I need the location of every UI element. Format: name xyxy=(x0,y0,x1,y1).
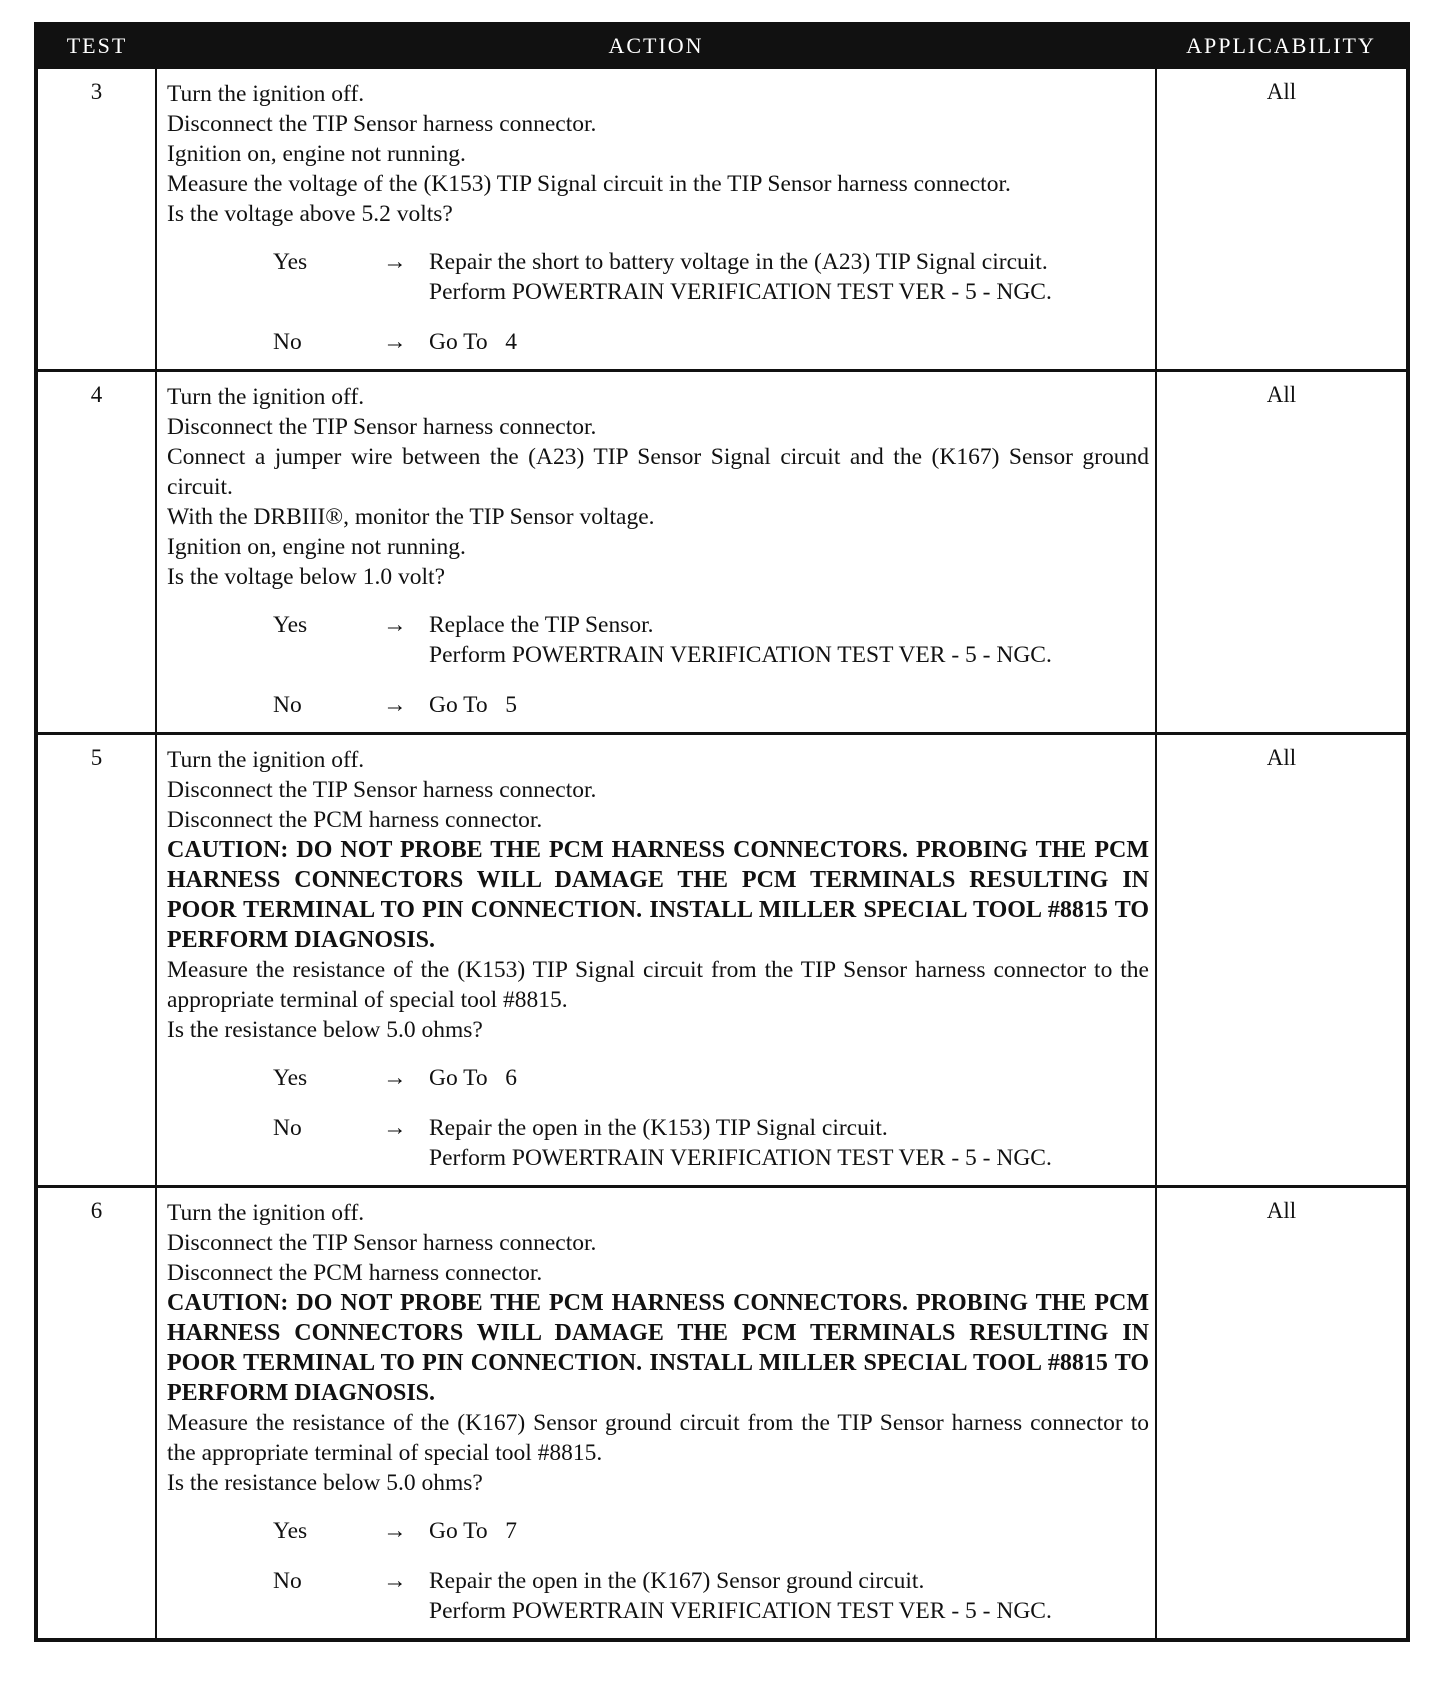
arrow-icon: → xyxy=(383,1115,407,1141)
action-step: Disconnect the TIP Sensor harness connector. xyxy=(167,777,597,803)
applicability-value: All xyxy=(1156,68,1408,371)
action-step: Turn the ignition off. xyxy=(167,1200,365,1226)
outcome-line: Repair the open in the (K153) TIP Signal circuit. xyxy=(429,1115,888,1141)
action-cell xyxy=(156,371,1156,734)
action-step: Turn the ignition off. xyxy=(167,747,365,773)
arrow-icon: → xyxy=(383,1518,407,1544)
outcomes xyxy=(167,1063,1149,1173)
no-outcome xyxy=(167,327,1149,357)
action-question: Is the resistance below 5.0 ohms? xyxy=(167,1470,483,1496)
no-outcome xyxy=(167,1566,1149,1626)
test-number: 4 xyxy=(36,371,156,734)
yes-label: Yes xyxy=(273,249,308,275)
caution-warning: CAUTION: DO NOT PROBE THE PCM HARNESS CONNECTORS. PROBING THE PCM HARNESS CONNECTORS WILL DAMAGE THE PCM TERMINALS RESULTING IN POOR TERMINAL TO PIN CONNECTION. INSTALL MILLER SPECIAL TOOL #8815 TO PERFORM DIAGNOSIS. xyxy=(167,837,1149,953)
action-question: Is the voltage below 1.0 volt? xyxy=(167,564,446,590)
action-step: Disconnect the TIP Sensor harness connector. xyxy=(167,414,597,440)
table-row xyxy=(36,734,1408,1187)
no-label: No xyxy=(273,1115,302,1141)
outcomes xyxy=(167,1516,1149,1626)
no-label: No xyxy=(273,692,302,718)
table-row xyxy=(36,371,1408,734)
action-step: Disconnect the PCM harness connector. xyxy=(167,807,543,833)
outcome-line: Perform POWERTRAIN VERIFICATION TEST VER - 5 - NGC. xyxy=(429,642,1052,668)
action-step: Disconnect the TIP Sensor harness connector. xyxy=(167,111,597,137)
arrow-icon: → xyxy=(383,1568,407,1594)
outcome-line: Replace the TIP Sensor. xyxy=(429,612,654,638)
arrow-icon: → xyxy=(383,249,407,275)
action-step: Measure the resistance of the (K153) TIP Signal circuit from the TIP Sensor harness connector to the appropriate terminal of special tool #8815. xyxy=(167,957,1149,1013)
applicability-value: All xyxy=(1156,734,1408,1187)
action-cell xyxy=(156,734,1156,1187)
action-step: Disconnect the TIP Sensor harness connector. xyxy=(167,1230,597,1256)
yes-outcome xyxy=(167,1516,1149,1546)
caution-warning: CAUTION: DO NOT PROBE THE PCM HARNESS CONNECTORS. PROBING THE PCM HARNESS CONNECTORS WILL DAMAGE THE PCM TERMINALS RESULTING IN POOR TERMINAL TO PIN CONNECTION. INSTALL MILLER SPECIAL TOOL #8815 TO PERFORM DIAGNOSIS. xyxy=(167,1290,1149,1406)
outcomes xyxy=(167,610,1149,720)
yes-outcome xyxy=(167,610,1149,670)
yes-outcome xyxy=(167,1063,1149,1093)
table-row xyxy=(36,68,1408,371)
action-question: Is the resistance below 5.0 ohms? xyxy=(167,1017,483,1043)
action-cell xyxy=(156,1187,1156,1641)
diagnostic-test-table xyxy=(34,22,1410,1642)
outcome-line: Repair the open in the (K167) Sensor ground circuit. xyxy=(429,1568,925,1594)
outcome-line: Perform POWERTRAIN VERIFICATION TEST VER - 5 - NGC. xyxy=(429,1598,1052,1624)
outcome-line: Perform POWERTRAIN VERIFICATION TEST VER - 5 - NGC. xyxy=(429,1145,1052,1171)
outcome-line: Repair the short to battery voltage in the (A23) TIP Signal circuit. xyxy=(429,249,1048,275)
no-text xyxy=(429,1566,1149,1626)
arrow-icon: → xyxy=(383,1065,407,1091)
test-number: 3 xyxy=(36,68,156,371)
applicability-value: All xyxy=(1156,371,1408,734)
yes-label: Yes xyxy=(273,1065,308,1091)
no-text xyxy=(429,1113,1149,1173)
header-action: ACTION xyxy=(156,24,1156,68)
yes-text: Go To 6 xyxy=(429,1065,518,1091)
no-outcome xyxy=(167,690,1149,720)
action-cell xyxy=(156,68,1156,371)
action-step: Ignition on, engine not running. xyxy=(167,534,466,560)
action-step: Connect a jumper wire between the (A23) TIP Sensor Signal circuit and the (K167) Sensor ground circuit. xyxy=(167,444,1149,500)
action-step: Measure the resistance of the (K167) Sensor ground circuit from the TIP Sensor harness connector to the appropriate terminal of special tool #8815. xyxy=(167,1410,1149,1466)
action-step: Turn the ignition off. xyxy=(167,81,365,107)
test-number: 5 xyxy=(36,734,156,1187)
action-step: Ignition on, engine not running. xyxy=(167,141,466,167)
document-page xyxy=(34,22,1410,1642)
no-text: Go To 4 xyxy=(429,329,518,355)
header-applicability: APPLICABILITY xyxy=(1156,24,1408,68)
action-step: Turn the ignition off. xyxy=(167,384,365,410)
no-label: No xyxy=(273,1568,302,1594)
yes-outcome xyxy=(167,247,1149,307)
arrow-icon: → xyxy=(383,329,407,355)
action-step: Disconnect the PCM harness connector. xyxy=(167,1260,543,1286)
no-text: Go To 5 xyxy=(429,692,518,718)
arrow-icon: → xyxy=(383,692,407,718)
applicability-value: All xyxy=(1156,1187,1408,1641)
no-outcome xyxy=(167,1113,1149,1173)
table-row xyxy=(36,1187,1408,1641)
test-number: 6 xyxy=(36,1187,156,1641)
yes-text xyxy=(429,610,1149,670)
yes-label: Yes xyxy=(273,1518,308,1544)
action-step: With the DRBIII®, monitor the TIP Sensor voltage. xyxy=(167,504,655,530)
outcome-line: Perform POWERTRAIN VERIFICATION TEST VER - 5 - NGC. xyxy=(429,279,1052,305)
action-question: Is the voltage above 5.2 volts? xyxy=(167,201,453,227)
no-label: No xyxy=(273,329,302,355)
outcomes xyxy=(167,247,1149,357)
yes-label: Yes xyxy=(273,612,308,638)
table-header-row xyxy=(36,24,1408,68)
yes-text: Go To 7 xyxy=(429,1518,518,1544)
yes-text xyxy=(429,247,1149,307)
action-step: Measure the voltage of the (K153) TIP Signal circuit in the TIP Sensor harness connector. xyxy=(167,171,1011,197)
header-test: TEST xyxy=(36,24,156,68)
arrow-icon: → xyxy=(383,612,407,638)
